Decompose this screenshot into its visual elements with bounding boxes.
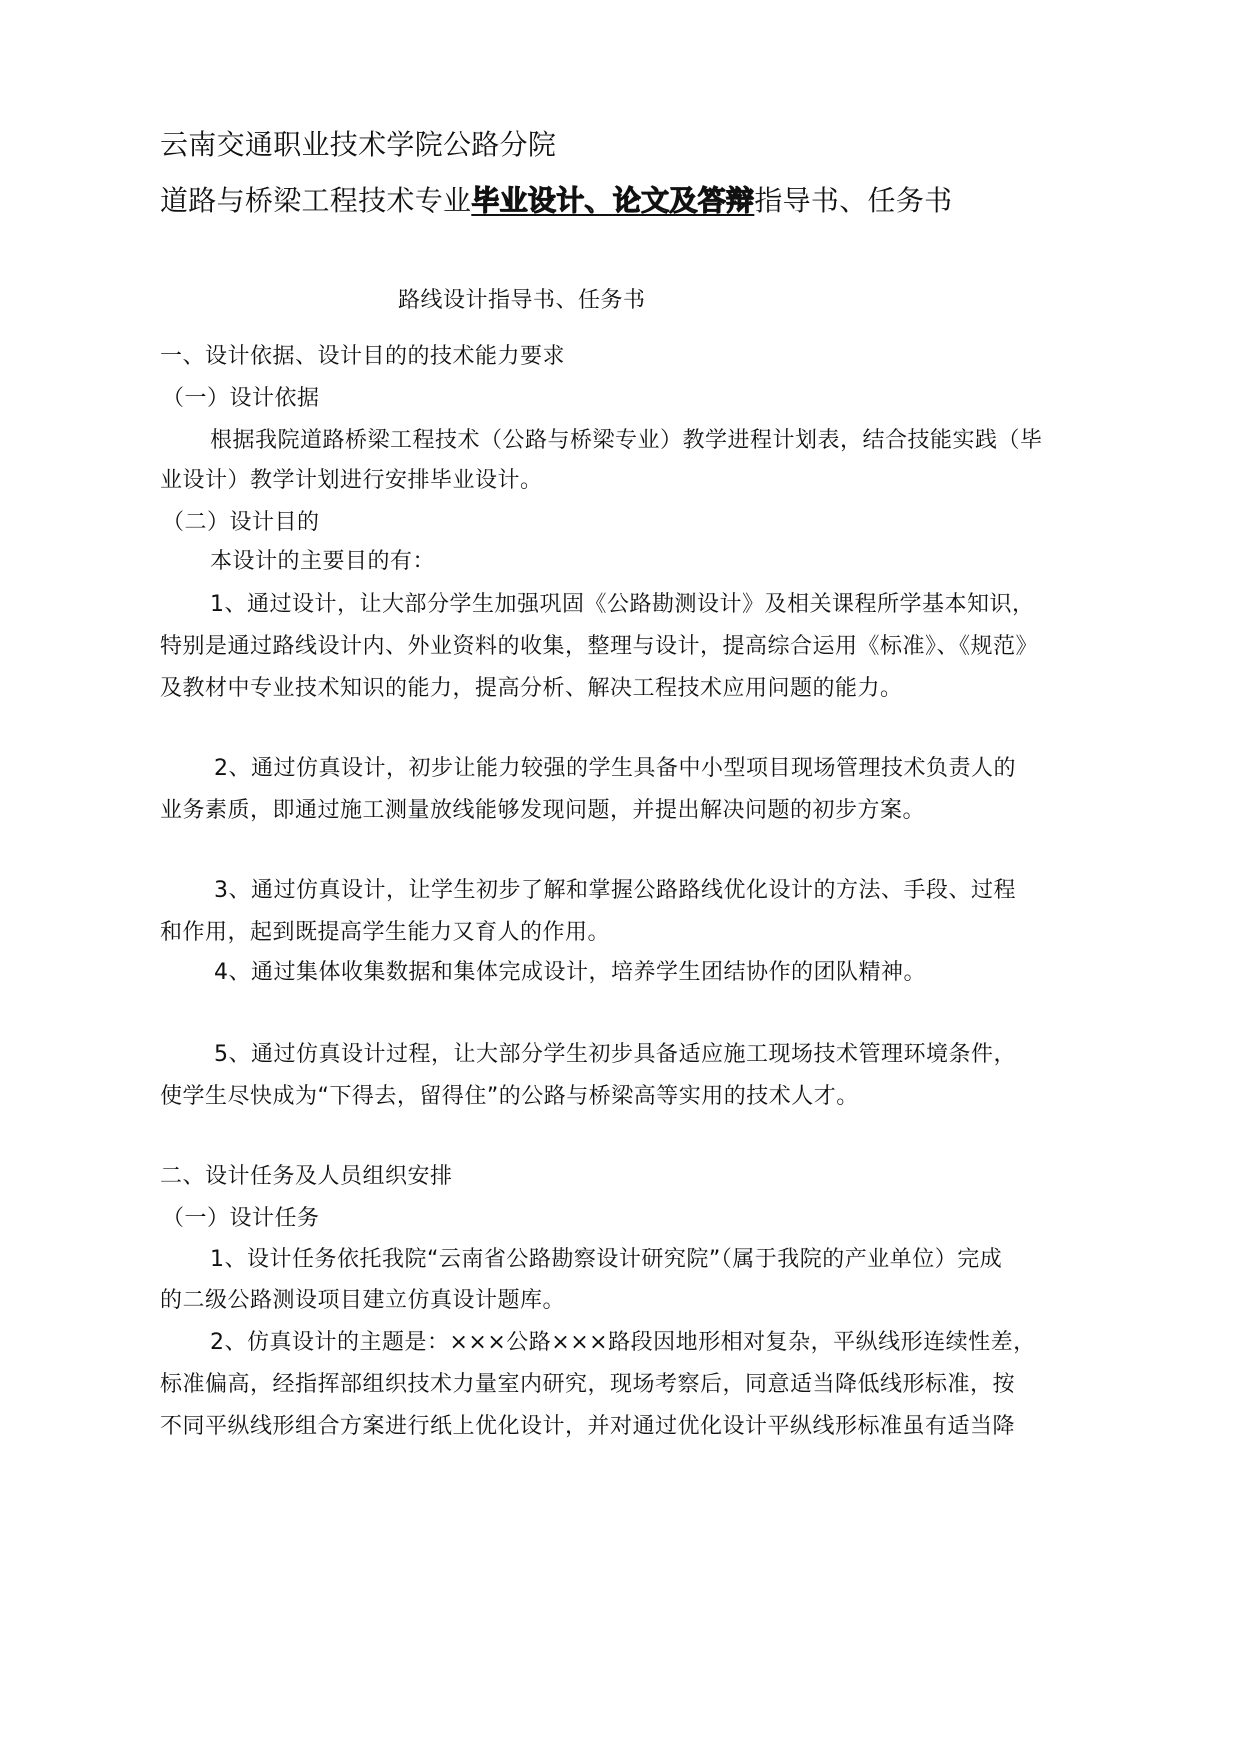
list-item-line: 2、通过仿真设计，初步让能力较强的学生具备中小型项目现场管理技术负责人的 (214, 756, 1016, 781)
program-title-highlight: 毕业设计、论文及答辩 (471, 184, 755, 217)
paragraph-line: 本设计的主要目的有： (210, 549, 436, 574)
section-2-heading: 二、设计任务及人员组织安排 (160, 1164, 453, 1189)
program-title (160, 182, 952, 220)
paragraph-line: 业设计）教学计划进行安排毕业设计。 (160, 468, 543, 493)
institution-title: 云南交通职业技术学院公路分院 (160, 128, 557, 161)
document-title: 路线设计指导书、任务书 (398, 288, 646, 313)
program-title-suffix: 指导书、任务书 (754, 184, 953, 217)
list-item-line: 的二级公路测设项目建立仿真设计题库。 (160, 1288, 566, 1313)
list-item-line: 1、设计任务依托我院“云南省公路勘察设计研究院”（属于我院的产业单位）完成 (210, 1247, 1003, 1272)
list-item-line: 使学生尽快成为“下得去，留得住”的公路与桥梁高等实用的技术人才。 (160, 1084, 859, 1109)
list-item-line: 特别是通过路线设计内、外业资料的收集，整理与设计，提高综合运用《标准》、《规范》 (160, 634, 1039, 659)
list-item-line: 4、通过集体收集数据和集体完成设计，培养学生团结协作的团队精神。 (214, 960, 926, 985)
list-item-line: 业务素质，即通过施工测量放线能够发现问题，并提出解决问题的初步方案。 (160, 798, 926, 823)
list-item-line: 1、通过设计，让大部分学生加强巩固《公路勘测设计》及相关课程所学基本知识， (210, 592, 1035, 617)
list-item-line: 2、仿真设计的主题是：×××公路×××路段因地形相对复杂，平纵线形连续性差， (210, 1330, 1036, 1355)
list-item-line: 及教材中专业技术知识的能力，提高分析、解决工程技术应用问题的能力。 (160, 676, 903, 701)
section-1-sub-1-heading: （一）设计依据 (162, 386, 320, 411)
section-1-heading: 一、设计依据、设计目的的技术能力要求 (160, 344, 566, 369)
section-2-sub-1-heading: （一）设计任务 (162, 1206, 320, 1231)
list-item-line: 5、通过仿真设计过程，让大部分学生初步具备适应施工现场技术管理环境条件， (214, 1042, 1016, 1067)
section-1-sub-2-heading: （二）设计目的 (162, 510, 320, 535)
list-item-line: 不同平纵线形组合方案进行纸上优化设计，并对通过优化设计平纵线形标准虽有适当降 (160, 1414, 1016, 1439)
list-item-line: 3、通过仿真设计，让学生初步了解和掌握公路路线优化设计的方法、手段、过程 (214, 878, 1016, 903)
list-item-line: 标准偏高，经指挥部组织技术力量室内研究，现场考察后，同意适当降低线形标准，按 (160, 1372, 1016, 1397)
program-title-prefix: 道路与桥梁工程技术专业 (160, 184, 472, 217)
list-item-line: 和作用，起到既提高学生能力又育人的作用。 (160, 920, 611, 945)
paragraph-line: 根据我院道路桥梁工程技术（公路与桥梁专业）教学进程计划表，结合技能实践（毕 (210, 428, 1043, 453)
